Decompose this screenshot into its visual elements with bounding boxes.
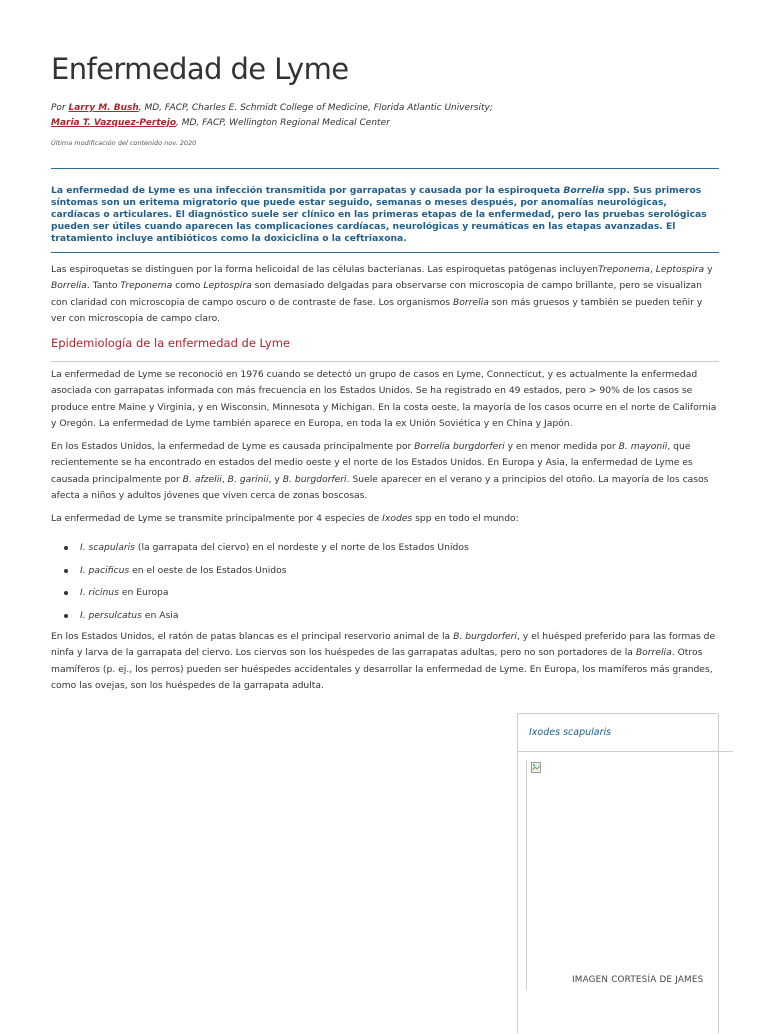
author-link-bush[interactable]: Larry M. Bush [68, 103, 139, 113]
summary-bottom-rule [51, 252, 719, 253]
figure-card[interactable] [517, 713, 719, 1034]
byline-prefix: Por [51, 103, 66, 113]
epidemiology-paragraph-1: La enfermedad de Lyme se reconoció en 1976 cuando se detectó un grupo de casos en Lyme, Connecticut, y es actualmente la enfermedad asociada con garrapatas informada con más frecuencia en los Estados Unidos. Se ha registrado en 49 estados, pero > 90% de los casos se produce entre Maine y Virginia, y en Wisconsin, Minnesota y Michigan. En la costa oeste, la mayoría de los casos ocurre en el norte de California y Oregón. La enfermedad de Lyme también aparece en Europa, en toda la ex Unión Soviética y en China y Japón. [51, 369, 717, 429]
last-modified: Última modificación del contenido nov. 2020 [51, 139, 197, 147]
epidemiology-paragraph-3: La enfermedad de Lyme se transmite principalmente por 4 especies de Ixodes spp en todo el mundo: [51, 513, 519, 524]
bullet-icon [64, 614, 68, 618]
image-credit: IMAGEN CORTESÍA DE JAMES [572, 975, 704, 985]
bullet-icon [64, 569, 68, 573]
list-item: I. scapularis (la garrapata del ciervo) en el nordeste y el norte de los Estados Unidos [51, 540, 719, 563]
list-item: I. ricinus en Europa [51, 585, 719, 608]
byline [51, 101, 719, 131]
broken-image-icon [531, 762, 541, 773]
figure-caption: Ixodes scapularis [529, 727, 612, 738]
summary-top-rule [51, 168, 719, 169]
epidemiology-paragraph-4: En los Estados Unidos, el ratón de patas blancas es el principal reservorio animal de la B. burgdorferi, y el huésped preferido para las formas de ninfa y larva de la garrapata del ciervo. Los ciervos son los huéspedes de las garrapatas adultas, pero no son portadores de la Borrelia. Otros mamíferos (p. ej., los perros) pueden ser huéspedes accidentales y desarrollar la enfermedad de Lyme. En Europa, los mamíferos más grandes, como las ovejas, son los huéspedes de la garrapata adulta. [51, 631, 716, 691]
bullet-icon [64, 546, 68, 550]
list-item: I. persulcatus en Asia [51, 608, 719, 631]
figure-image[interactable] [526, 760, 710, 990]
page-title: Enfermedad de Lyme [51, 52, 349, 86]
author1-affiliation: , MD, FACP, Charles E. Schmidt College of Medicine, Florida Atlantic University; [138, 103, 493, 113]
section-heading-epidemiology: Epidemiología de la enfermedad de Lyme [51, 336, 290, 350]
section-rule [51, 361, 719, 362]
list-item: I. pacificus en el oeste de los Estados Unidos [51, 563, 719, 586]
species-list [51, 540, 719, 631]
intro-paragraph: Las espiroquetas se distinguen por la forma helicoidal de las células bacterianas. Las espiroquetas patógenas incluyenTreponema, Leptospira y Borrelia. Tanto Treponema como Leptospira son demasiado delgadas para observarse con microscopia de campo brillante, pero se visualizan con claridad con microscopia de campo oscuro o de contraste de fase. Los organismos Borrelia son más gruesos y también se pueden teñir y ver con microscopia de campo claro. [51, 264, 713, 324]
epidemiology-paragraph-2: En los Estados Unidos, la enfermedad de Lyme es causada principalmente por Borrelia burgdorferi y en menor medida por B. mayonii, que recientemente se ha encontrado en estados del medio oeste y el norte de los Estados Unidos. En Europa y Asia, la enfermedad de Lyme es causada principalmente por B. afzelii, B. garinii, y B. burgdorferi. Suele aparecer en el verano y a principios del otoño. La mayoría de los casos afecta a niños y adultos jóvenes que viven cerca de zonas boscosas. [51, 441, 709, 501]
summary-box: La enfermedad de Lyme es una infección transmitida por garrapatas y causada por la espiroqueta Borrelia spp. Sus primeros síntomas son un eritema migratorio que puede estar seguido, semanas o meses después, por anomalías neurológicas, cardíacas o articulares. El diagnóstico suele ser clínico en las primeras etapas de la enfermedad, pero las pruebas serológicas pueden ser útiles cuando aparecen las complicaciones cardíacas, neurológicas y reumáticas en las etapas avanzadas. El tratamiento incluye antibióticos como la doxiciclina o la ceftriaxona. [51, 185, 707, 244]
author2-affiliation: , MD, FACP, Wellington Regional Medical Center [176, 118, 390, 128]
author-link-vazquez-pertejo[interactable]: Maria T. Vazquez-Pertejo [51, 118, 176, 128]
bullet-icon [64, 591, 68, 595]
figure-divider [518, 751, 733, 752]
